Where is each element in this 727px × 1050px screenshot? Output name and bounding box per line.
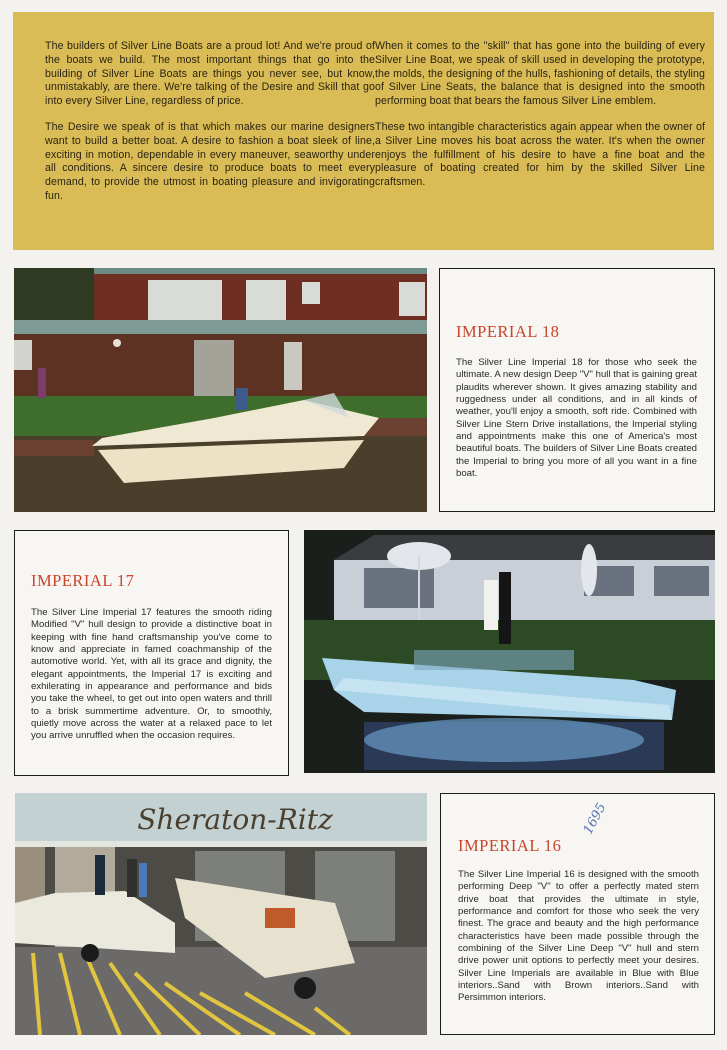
imperial-16-illustration (15, 793, 427, 1035)
intro-paragraph: The builders of Silver Line Boats are a proud lot! And we're proud of the boats we build. The most important things that go into the building of Silver Line Boats are things you never see, but know, unmistakably, are there. We're talking of the Desire and Skill that go into every Silver Line, regardless of price. (45, 40, 375, 108)
intro-paragraph: These two intangible characteristics again appear when the owner of a Silver Line moves his boat across the water. It's when the owner enjoys the fulfillment of his desire to have a fine boat and the pleasure of boating created for him by the skilled Silver Line craftsmen. (375, 120, 705, 189)
imperial-16-card (440, 793, 715, 1035)
imperial-17-description: The Silver Line Imperial 17 features the smooth riding Modified "V" hull design to provide a distinctive boat in keeping with fine hand craftsmanship you've come to know and appreciate in famed coachmanship of the automotive world. Yet, with all its grace and dignity, the elegant appointments, the Imperial 17 is exciting and exhilerating in appearance and performance and bids you take the wheel, to get out into open waters and thrill to a brisk summertime adventure. Or, to smoothly, quietly move across the water at a relaxed pace to let you arrive unruffled when the occasion requires. (31, 607, 272, 742)
imperial-16-title: IMPERIAL 16 (458, 836, 562, 855)
intro-panel (13, 12, 714, 250)
imperial-16-description: The Silver Line Imperial 16 is designed with the smooth performing Deep "V" to offer a perfectly mated stern drive boat that provides the ultimate in style, performance and comfort for those who seek the very finest. The grace and beauty and the high performance characteristics have been made possible through the combining of the Silver Line Deep "V" hull and stern drive power unit options to perfectly meet your desires. Silver Line Imperials are available in Blue with Blue interiors..Sand with Brown interiors..Sand with Persimmon interiors. (458, 869, 699, 1004)
imperial-18-illustration (14, 268, 427, 512)
imperial-18-description: The Silver Line Imperial 18 for those who seek the ultimate. A new design Deep "V" hull that is gaining great plaudits wherever shown. It gives amazing stability and ruggedness under all conditions, and in all kinds of weather, you'll enjoy a smooth, soft ride. Combined with Silver Line Stern Drive installations, the Imperial styling and appointments make this one of America's most beautiful boats. The builders of Silver Line Boats created the Imperial to bring you more of all you want in a fine boat. (456, 357, 697, 480)
handwritten-price-note: 1695 (580, 800, 610, 837)
intro-paragraph: The Desire we speak of is that which makes our marine designers want to build a better boat. A desire to fashion a boat sleek of line, exciting in motion, dependable in every maneuver, seaworthy under all conditions. A sincere desire to produce boats to meet every demand, to provide the utmost in boating pleasure and invigorating fun. (45, 120, 375, 202)
imperial-18-card (439, 268, 715, 512)
hotel-sign: Sheraton-Ritz (137, 803, 333, 836)
intro-paragraph: When it comes to the "skill" that has gone into the building of every Silver Line Boat, we speak of skill used in developing the prototype, the molds, the designing of the hulls, fashioning of details, the styling of Silver Line Seats, the balance that is designed into the smooth performing boat that bears the famous Silver Line emblem. (375, 40, 705, 108)
imperial-18-photo (14, 268, 427, 512)
imperial-17-photo (304, 530, 715, 773)
imperial-18-title: IMPERIAL 18 (456, 322, 560, 341)
imperial-16-photo (15, 793, 427, 1035)
imperial-17-card (14, 530, 289, 776)
intro-right-column (375, 40, 705, 202)
intro-left-column (45, 40, 375, 216)
imperial-17-illustration (304, 530, 715, 773)
imperial-17-title: IMPERIAL 17 (31, 571, 135, 590)
